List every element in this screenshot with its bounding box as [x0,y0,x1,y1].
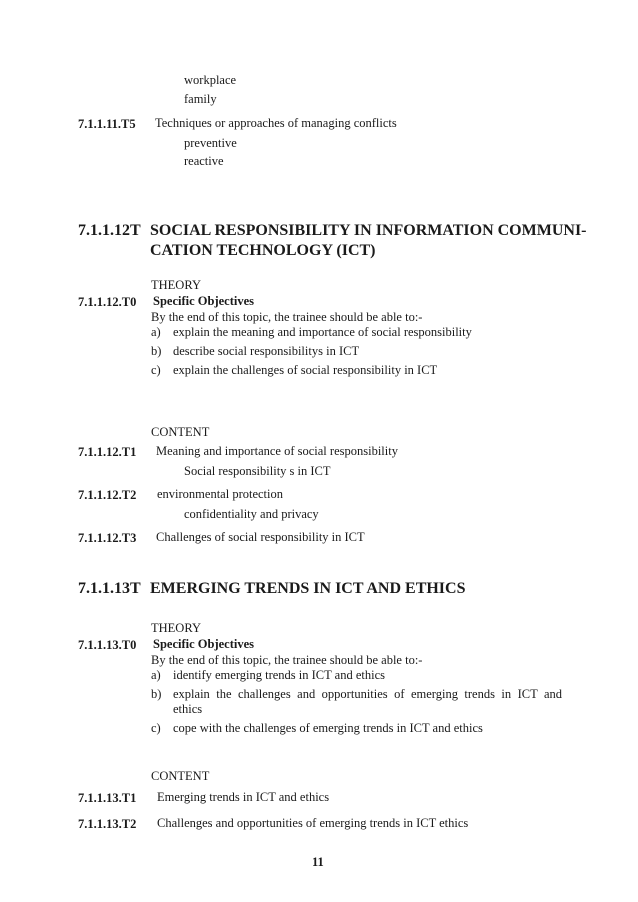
objective-item: identify emerging trends in ICT and ethics [173,668,385,682]
topic-code: 7.1.1.12.T0 [78,295,137,309]
theory-label: THEORY [151,621,201,635]
objective-marker: b) [151,344,162,358]
content-item: Emerging trends in ICT and ethics [157,790,330,804]
objectives-intro: By the end of this topic, the trainee should be able to:- [151,653,423,667]
objective-marker: c) [151,363,161,377]
objectives-intro: By the end of this topic, the trainee should be able to:- [151,310,423,324]
content-item: Challenges of social responsibility in ICT [156,530,365,544]
topic-title: Techniques or approaches of managing conflicts [155,116,397,130]
objective-marker: c) [151,721,161,735]
objective-item-continued: ethics [173,702,203,716]
objective-item: explain the challenges of social responsibility in ICT [173,363,438,377]
objective-marker: a) [151,668,161,682]
objectives-title: Specific Objectives [153,294,255,308]
content-subitem: confidentiality and privacy [184,507,319,521]
section-title: SOCIAL RESPONSIBILITY IN INFORMATION COMMUNI- [150,222,587,239]
list-item: reactive [184,154,224,168]
section-code: 7.1.1.12T [78,222,141,239]
content-label: CONTENT [151,425,210,439]
objective-marker: b) [151,687,162,701]
content-item: environmental protection [157,487,284,501]
section-title-continued: CATION TECHNOLOGY (ICT) [150,242,376,259]
topic-code: 7.1.1.12.T2 [78,488,137,502]
content-label: CONTENT [151,769,210,783]
section-title: EMERGING TRENDS IN ICT AND ETHICS [150,580,466,597]
list-item: family [184,92,217,106]
objective-item: explain the challenges and opportunities of emerging trends in ICT and [173,687,562,701]
topic-code: 7.1.1.11.T5 [78,117,136,131]
topic-code: 7.1.1.13.T1 [78,791,137,805]
objective-marker: a) [151,325,161,339]
content-item: Meaning and importance of social responsibility [156,444,398,458]
topic-code: 7.1.1.12.T3 [78,531,137,545]
page-number: 11 [312,855,324,869]
topic-code: 7.1.1.13.T2 [78,817,137,831]
content-subitem: Social responsibility s in ICT [184,464,331,478]
content-item: Challenges and opportunities of emerging trends in ICT ethics [157,816,469,830]
objectives-title: Specific Objectives [153,637,255,651]
topic-code: 7.1.1.13.T0 [78,638,137,652]
list-item: preventive [184,136,237,150]
objective-item: explain the meaning and importance of social responsibility [173,325,472,339]
section-code: 7.1.1.13T [78,580,141,597]
objective-item: cope with the challenges of emerging trends in ICT and ethics [173,721,483,735]
list-item: workplace [184,73,237,87]
objective-item: describe social responsibilitys in ICT [173,344,360,358]
theory-label: THEORY [151,278,201,292]
topic-code: 7.1.1.12.T1 [78,445,137,459]
